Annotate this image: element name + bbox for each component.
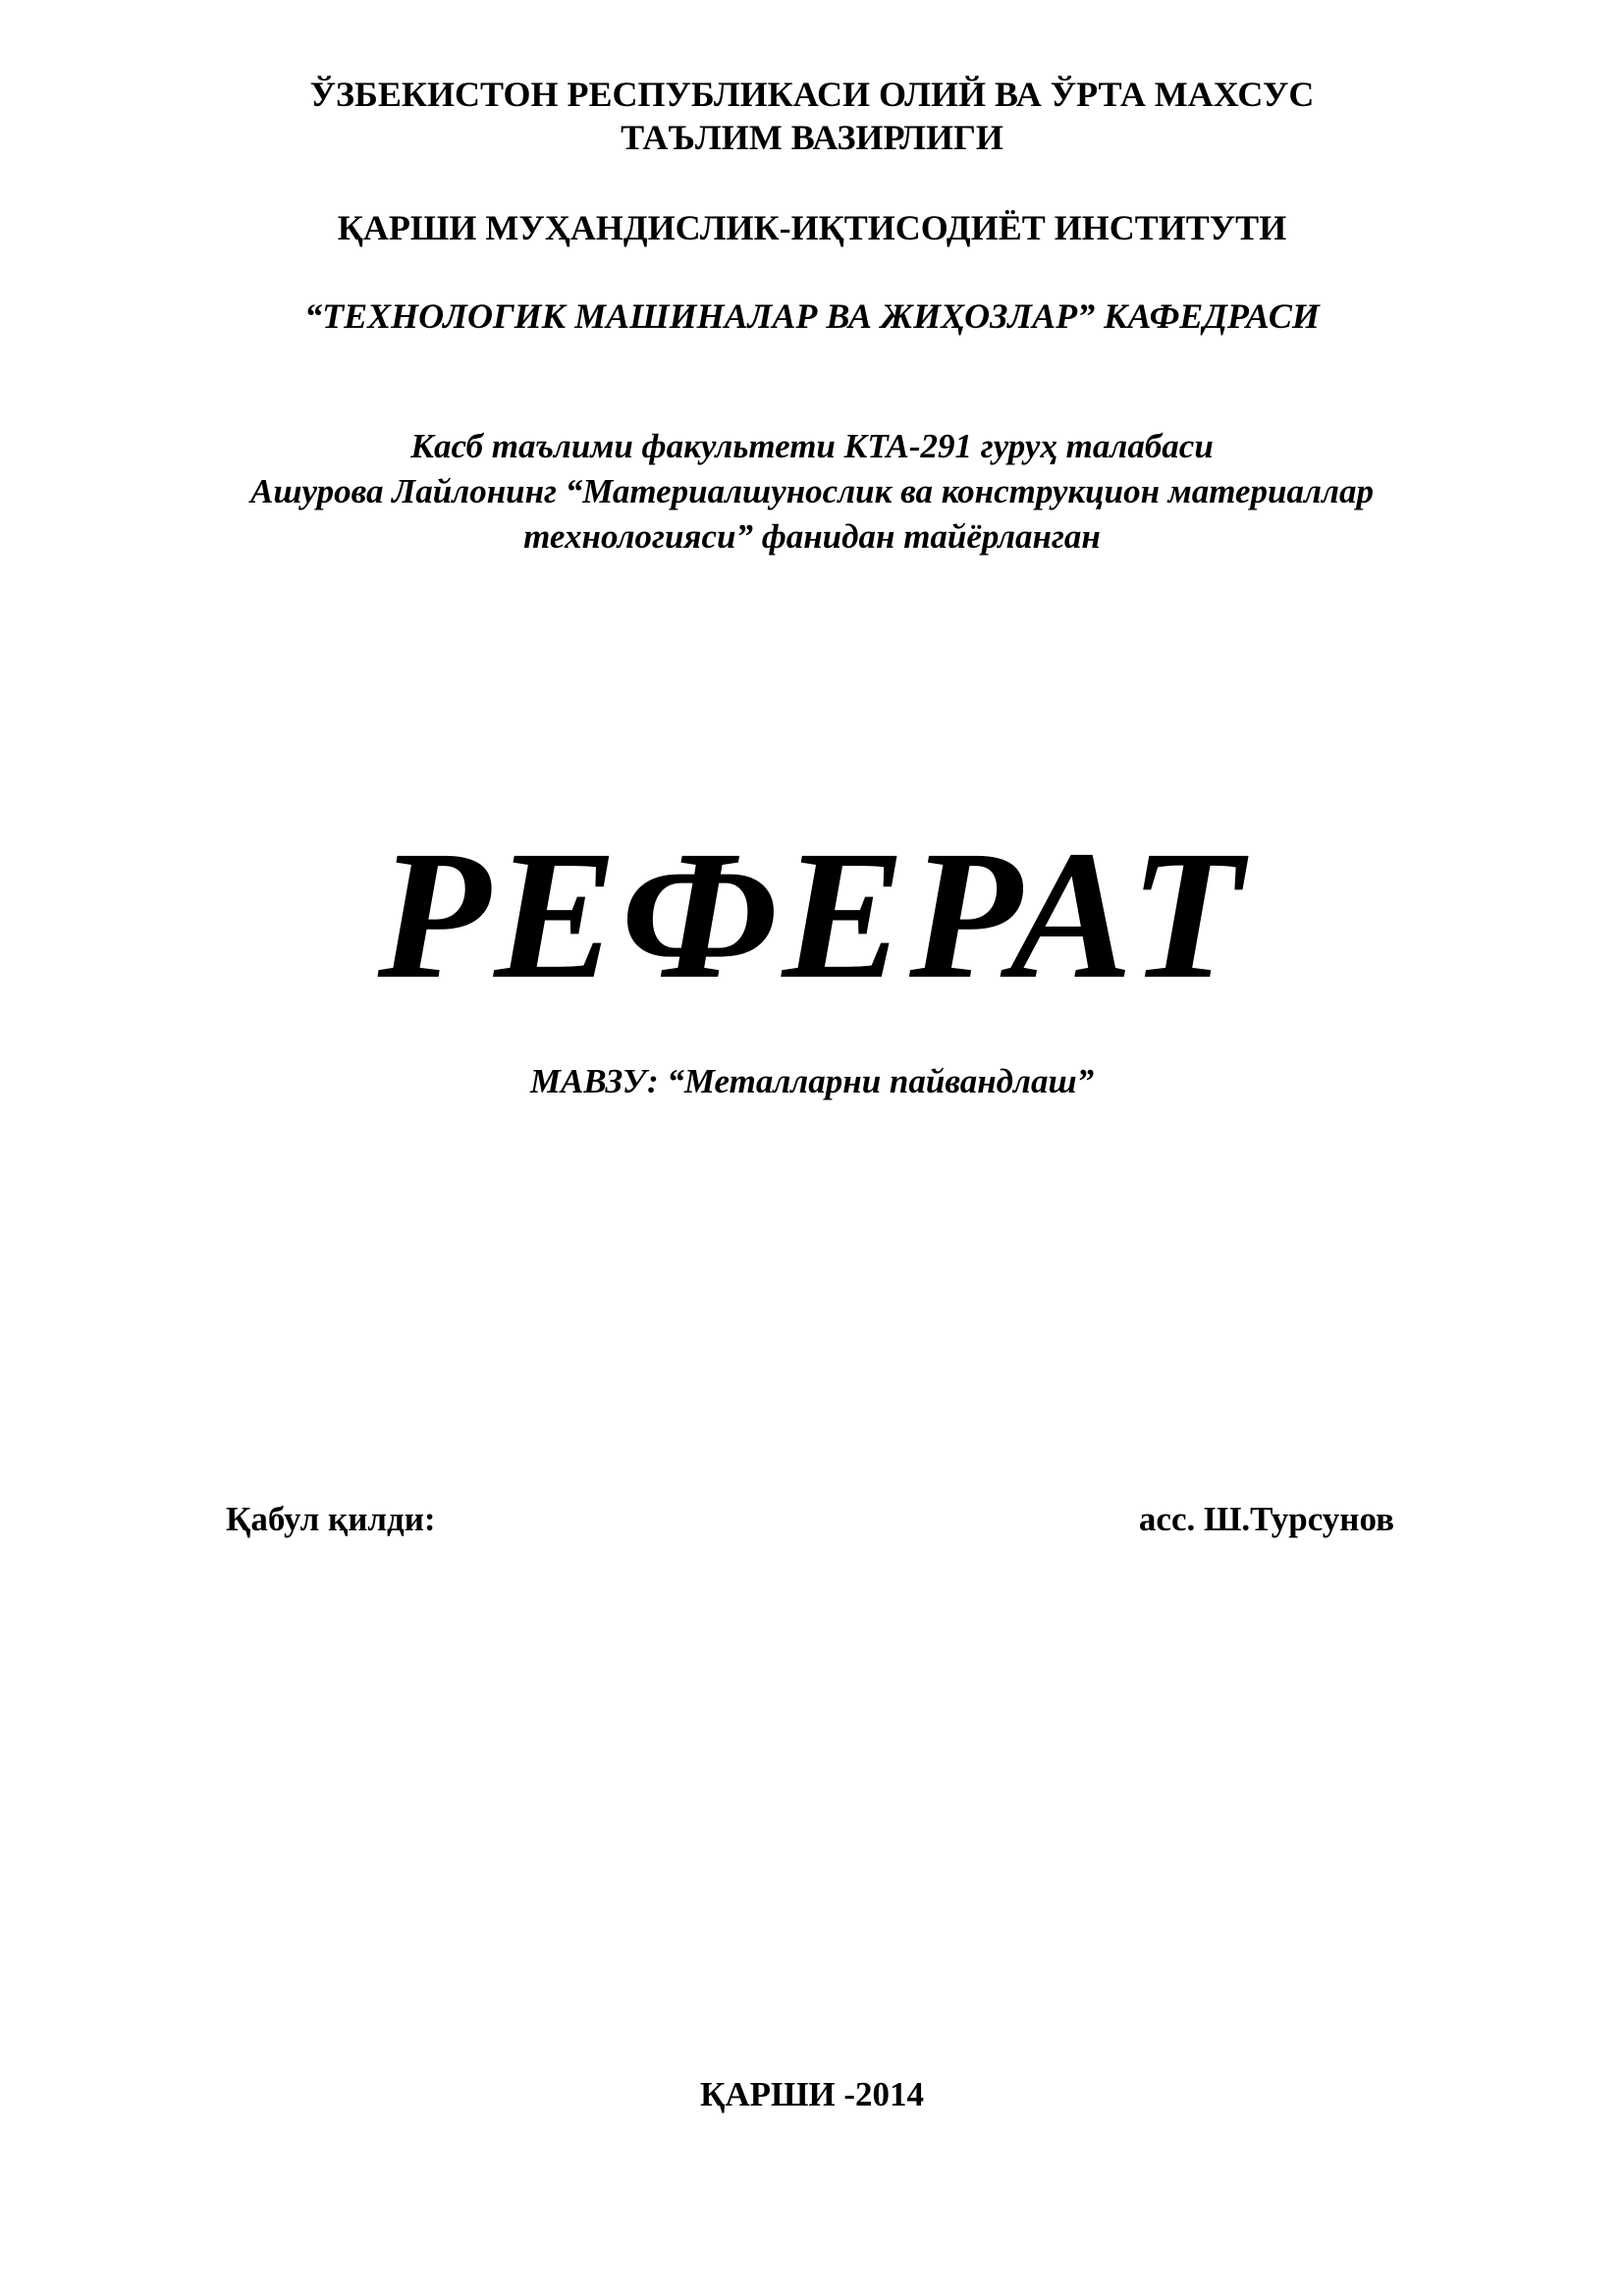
supervisor-name: асс. Ш.Турсунов <box>1138 1500 1394 1538</box>
prepared-by-line-2: Ашурова Лайлонинг “Материалшунослик ва конструкцион материаллар <box>250 472 1374 510</box>
prepared-by-line-3: технологияси” фанидан тайёрланган <box>523 517 1101 556</box>
topic-line: МАВЗУ: “Металларни пайвандлаш” <box>529 1062 1095 1100</box>
ministry-name-line-1: ЎЗБЕКИСТОН РЕСПУБЛИКАСИ ОЛИЙ ВА ЎРТА МАХСУС <box>309 75 1315 114</box>
institute-name: ҚАРШИ МУҲАНДИСЛИК-ИҚТИСОДИЁТ ИНСТИТУТИ <box>337 208 1287 247</box>
accepted-label: Қабул қилди: <box>226 1500 436 1538</box>
department-name: “ТЕХНОЛОГИК МАШИНАЛАР ВА ЖИҲОЗЛАР” КАФЕДРАСИ <box>304 296 1320 336</box>
city-year: ҚАРШИ -2014 <box>699 2075 925 2113</box>
prepared-by-line-1: Касб таълими факультети КТА-291 гуруҳ талабаси <box>410 427 1214 465</box>
document-type-title: РЕФЕРАТ <box>377 812 1247 1017</box>
ministry-name-line-2: ТАЪЛИМ ВАЗИРЛИГИ <box>621 118 1003 157</box>
